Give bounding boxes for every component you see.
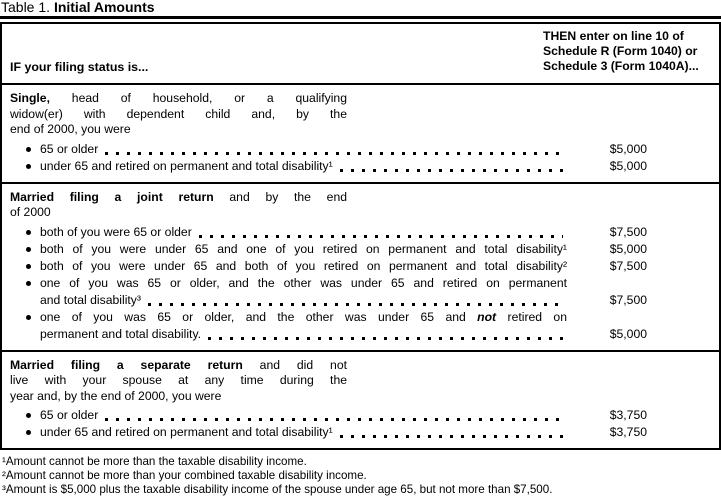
criteria-row [10,258,647,275]
text-segment: both of you were under 65 and both of you retired on permanent and total disability² [40,258,567,273]
text-segment: 65 or older [40,408,99,422]
intro-line [10,91,347,107]
bullet-icon [26,147,31,152]
criteria-line-text [40,158,333,175]
text-segment: and by the end [213,189,348,204]
filing-status-column-header: IF your filing status is... [10,60,149,74]
criteria-row [10,224,647,241]
intro-line [10,373,347,389]
amount-value: $7,500 [609,224,647,239]
text-segment: one of you was 65 or older, and the other was under 65 and [40,309,478,324]
page-title [0,0,721,15]
criteria-line [10,224,567,241]
footnote-3: ³Amount is $5,000 plus the taxable disability income of the spouse under age 65, but not more than $7,500. [2,482,553,496]
text-segment: under 65 and retired on permanent and total disability¹ [40,158,333,173]
amount-value: $7,500 [609,292,647,307]
section-intro [10,358,347,405]
amount-header-line-3: Schedule 3 (Form 1040A)... [543,59,699,73]
text-segment: under 65 and retired on permanent and total disability¹ [40,425,333,439]
criteria-text [10,309,567,343]
text-segment: and total disability³ [40,292,141,307]
amount-header-line-1: THEN enter on line 10 of [543,29,684,43]
text-segment: 65 or older [40,141,99,156]
amount-value: $5,000 [609,158,647,173]
criteria-line [10,275,567,292]
criteria-text [10,158,567,175]
filing-status-section [2,85,719,182]
criteria-line-text [40,424,333,441]
amount-value: $5,000 [609,326,647,341]
criteria-row [10,158,647,175]
title-rule [0,16,721,19]
footnote-1: ¹Amount cannot be more than the taxable disability income. [2,455,307,468]
criteria-line [10,241,567,258]
criteria-row [10,309,647,343]
criteria-line [10,407,567,424]
dot-leader [340,169,563,172]
bullet-icon [26,230,31,235]
text-segment: Single, [10,91,50,105]
dot-leader [105,152,563,155]
intro-line [10,107,347,123]
intro-line [10,389,347,405]
intro-line [10,122,347,138]
intro-line [10,358,347,374]
text-segment: end of 2000, you were [10,122,131,136]
text-segment: retired on [496,309,567,324]
text-segment: of 2000 [10,205,51,219]
criteria-line [10,424,567,441]
filing-status-section [2,350,719,449]
criteria-row [10,141,647,158]
criteria-line [10,309,567,326]
amount-value: $3,750 [609,425,647,439]
text-segment: not [477,309,497,324]
criteria-line-text [40,292,141,309]
dot-leader [148,303,563,306]
text-segment: both of you were under 65 and one of you retired on permanent and total disability¹ [40,241,567,256]
dot-leader [340,435,563,438]
section-intro [10,91,347,138]
criteria-line-text [40,326,201,343]
amount-value: $7,500 [609,258,647,273]
text-segment: live with your spouse at any time during the [10,373,347,387]
criteria-row [10,407,647,424]
criteria-row [10,275,647,309]
criteria-text [10,241,567,258]
criteria-row [10,424,647,441]
text-segment: permanent and total disability. [40,326,202,341]
initial-amounts-table [0,22,721,450]
table-sections [2,85,719,448]
text-segment: Married filing a separate return [10,357,243,372]
dot-leader [105,418,563,421]
bullet-icon [26,315,31,320]
text-segment: year and, by the end of 2000, you were [10,388,222,403]
table-title-text: Initial Amounts [53,0,155,15]
table-title-prefix: Table 1. [1,0,51,15]
amount-value: $5,000 [609,241,647,256]
criteria-line [10,292,567,309]
bullet-icon [26,247,31,252]
filing-status-section [2,182,719,350]
criteria-line [10,258,567,275]
criteria-line-text [40,141,98,158]
text-segment: and did not [242,357,347,372]
criteria-line-text [40,407,98,424]
text-segment: Married filing a joint return [10,189,214,204]
criteria-line [10,326,567,343]
intro-line [10,205,347,221]
bullet-icon [26,264,31,269]
amount-value: $5,000 [609,141,647,156]
section-intro [10,190,347,221]
criteria-text [10,407,567,424]
dot-leader [199,235,563,238]
criteria-text [10,258,567,275]
amount-value: $3,750 [609,408,647,422]
bullet-icon [26,281,31,286]
criteria-text [10,424,567,441]
text-segment: head of household, or a qualifying [49,91,347,105]
criteria-line-text [40,224,192,241]
text-segment: one of you was 65 or older, and the other was under 65 and retired on permanent [40,275,567,290]
criteria-text [10,224,567,241]
text-segment: both of you were 65 or older [40,224,192,239]
criteria-text [10,141,567,158]
footnotes [0,450,721,497]
bullet-icon [26,413,31,418]
criteria-row [10,241,647,258]
intro-line [10,190,347,206]
amount-header-line-2: Schedule R (Form 1040) or [543,44,698,58]
criteria-text [10,275,567,309]
footnote-2: ²Amount cannot be more than your combined taxable disability income. [2,468,367,482]
dot-leader [208,337,563,340]
criteria-line [10,141,567,158]
text-segment: widow(er) with dependent child and, by the [10,106,347,121]
amount-column-header [543,29,715,74]
criteria-line [10,158,567,175]
bullet-icon [26,430,31,435]
bullet-icon [26,164,31,169]
table-header-row [2,24,719,85]
